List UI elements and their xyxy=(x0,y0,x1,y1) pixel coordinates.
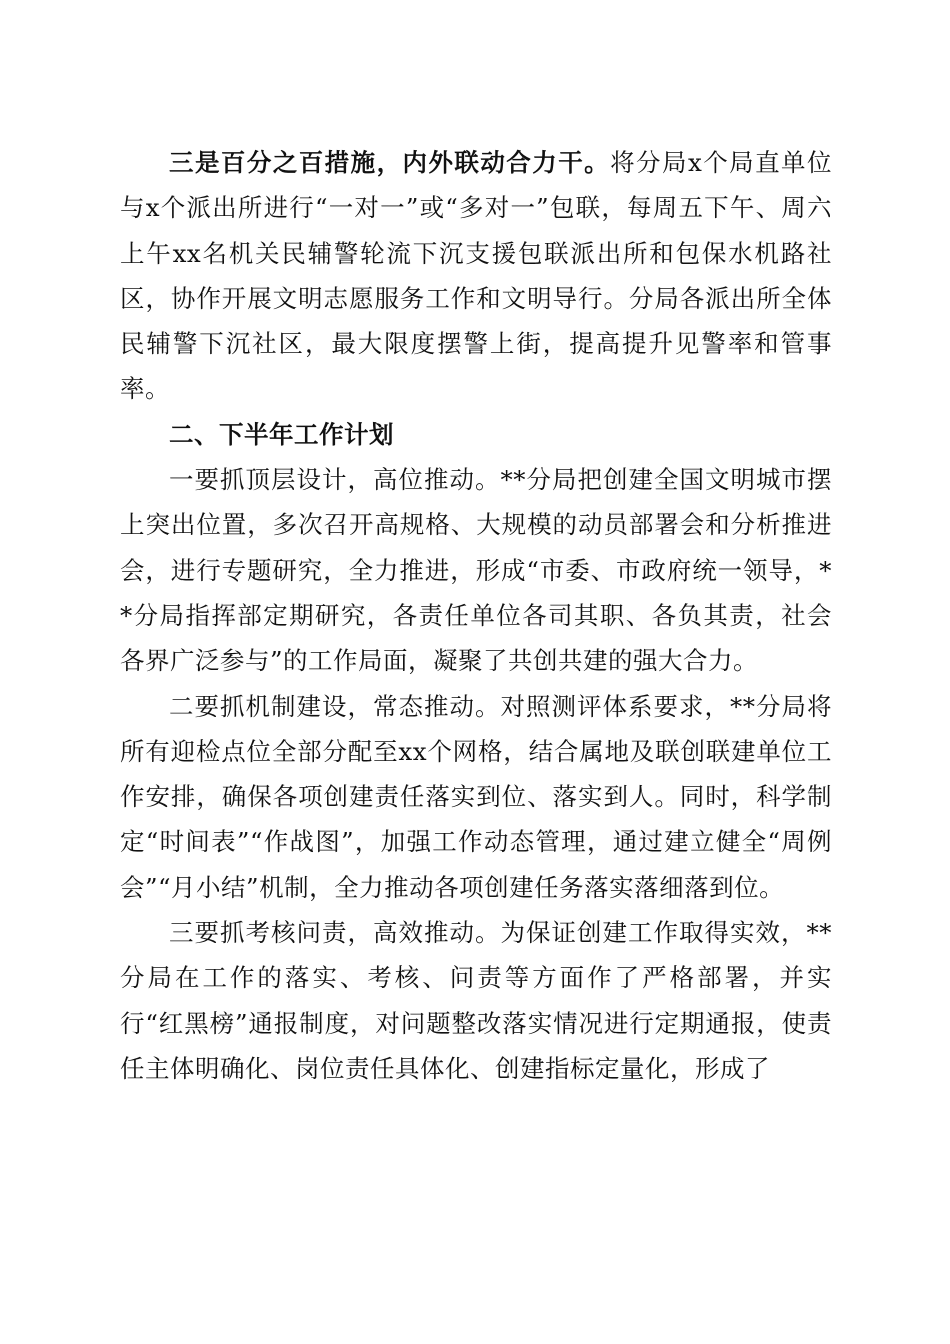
paragraph-lead: 三是百分之百措施，内外联动合力干。 xyxy=(169,148,611,177)
paragraph-text: 将分局x个局直单位与x个派出所进行“一对一”或“多对一”包联，每周五下午、周六上午xx名机关民辅警轮流下沉支援包联派出所和包保水机路社区，协作开展文明志愿服务工作和文明导行。分局各派出所全体民辅警下沉社区，最大限度摆警上街，提高提升见警率和管事率。 xyxy=(120,148,833,404)
paragraph-plan-1: 一要抓顶层设计，高位推动。**分局把创建全国文明城市摆上突出位置，多次召开高规格、大规模的动员部署会和分析推进会，进行专题研究，全力推进，形成“市委、市政府统一领导，**分局指挥部定期研究，各责任单位各司其职、各负其责，社会各界广泛参与”的工作局面，凝聚了共创共建的强大合力。 xyxy=(120,465,832,676)
paragraph-measures xyxy=(120,140,832,412)
paragraph-plan-2: 二要抓机制建设，常态推动。对照测评体系要求，**分局将所有迎检点位全部分配至xx个网格，结合属地及联创联建单位工作安排，确保各项创建责任落实到位、落实到人。同时，科学制定“时间表”“作战图”，加强工作动态管理，通过建立健全“周例会”“月小结”机制，全力推动各项创建任务落实落细落到位。 xyxy=(120,691,832,902)
document-body xyxy=(120,140,832,1091)
paragraph-plan-3: 三要抓考核问责，高效推动。为保证创建工作取得实效，**分局在工作的落实、考核、问责等方面作了严格部署，并实行“红黑榜”通报制度，对问题整改落实情况进行定期通报，使责任主体明确化、岗位责任具体化、创建指标定量化，形成了 xyxy=(120,918,832,1083)
section-heading: 二、下半年工作计划 xyxy=(169,419,394,449)
